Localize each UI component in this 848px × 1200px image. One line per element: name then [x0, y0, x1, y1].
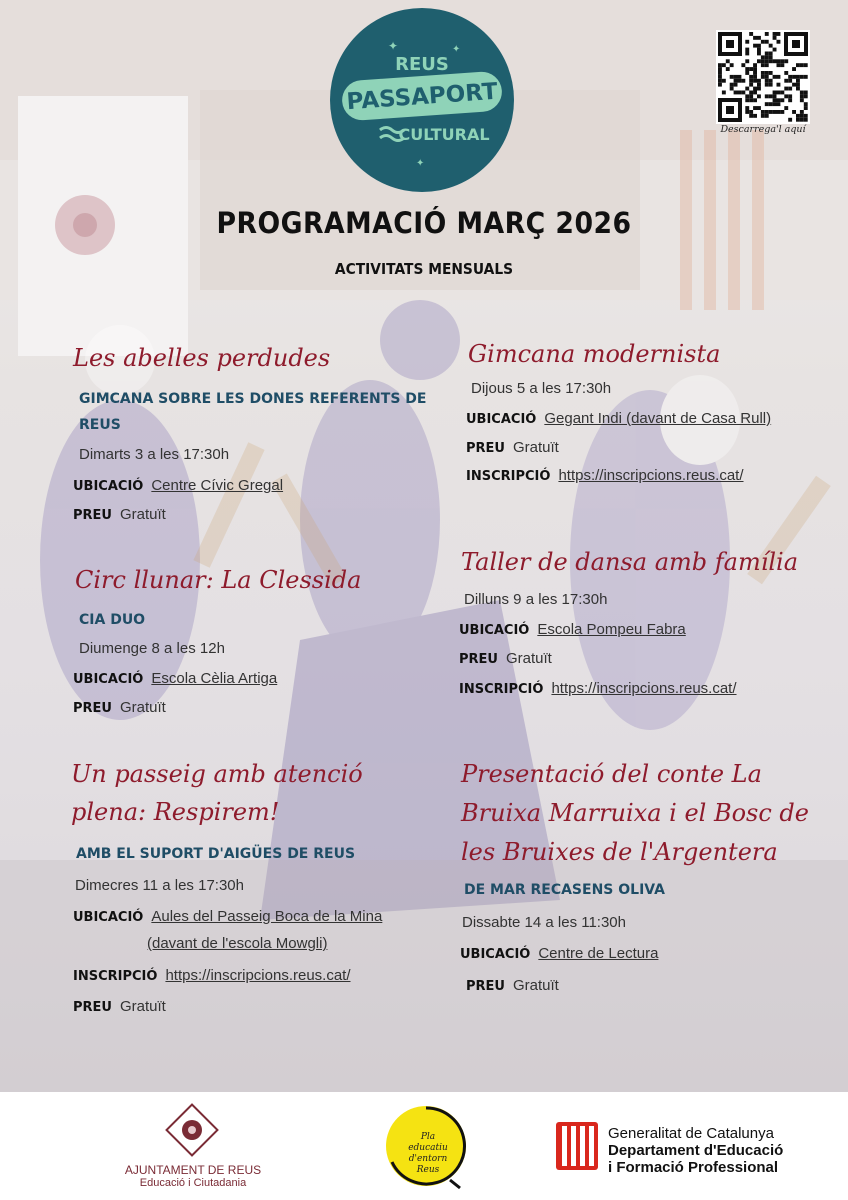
pla-line4: Reus — [416, 1165, 440, 1175]
event-4-location[interactable]: Escola Pompeu Fabra — [537, 621, 686, 638]
event-4-price: Gratuït — [505, 650, 552, 667]
logo-line3: CULTURAL — [398, 125, 490, 144]
event-1-location[interactable]: Centre Cívic Gregal — [151, 477, 284, 494]
event-6-location[interactable]: Centre de Lectura — [538, 945, 659, 962]
ajuntament-name: AJUNTAMENT DE REUS — [124, 1163, 262, 1177]
generalitat-department-line1: Departament d'Educació — [608, 1142, 784, 1159]
ajuntament-rose-icon — [164, 1102, 220, 1158]
event-1-date: Dimarts 3 a les 17:30h — [79, 446, 230, 463]
event-5-location-line2[interactable]: (davant de l'escola Mowgli) — [147, 935, 328, 952]
svg-text:✦: ✦ — [452, 44, 461, 55]
event-5-location-row2 — [147, 934, 327, 952]
event-5-price-row — [73, 997, 166, 1015]
event-5-registration-link[interactable]: https://inscripcions.reus.cat/ — [165, 967, 351, 984]
qr-caption: Descarrega'l aquí — [720, 124, 806, 135]
location-label: UBICACIÓ — [73, 479, 144, 494]
event-1-price-row — [73, 505, 166, 523]
location-label: UBICACIÓ — [73, 672, 144, 687]
event-5-title-line1: Un passeig amb atenció — [71, 760, 363, 788]
event-1-location-row — [73, 476, 283, 494]
passaport-cultural-logo — [328, 6, 516, 194]
event-6-title-line2: Bruixa Marruixa i el Bosc de — [461, 799, 809, 827]
event-4-location-row — [459, 620, 686, 638]
event-2-date: Dijous 5 a les 17:30h — [471, 380, 612, 397]
price-label: PREU — [73, 508, 112, 523]
event-3-date: Diumenge 8 a les 12h — [79, 640, 225, 657]
event-3-title: Circ llunar: La Clessida — [75, 566, 362, 594]
event-4-title: Taller de dansa amb família — [461, 548, 799, 576]
event-6-price: Gratuït — [512, 977, 559, 994]
logo-line1: REUS — [395, 54, 449, 75]
event-5-price: Gratuït — [119, 998, 166, 1015]
event-3-location-row — [73, 669, 277, 687]
event-2-price-row — [466, 438, 559, 456]
generalitat-flag-icon — [556, 1122, 598, 1170]
event-2-location[interactable]: Gegant Indi (davant de Casa Rull) — [544, 410, 772, 427]
registration-label: INSCRIPCIÓ — [459, 682, 544, 697]
price-label: PREU — [73, 701, 112, 716]
event-3-location[interactable]: Escola Cèlia Artiga — [151, 670, 278, 687]
generalitat-department-line2: i Formació Professional — [608, 1159, 779, 1176]
qr-code[interactable] — [716, 30, 810, 124]
event-2-registration-link[interactable]: https://inscripcions.reus.cat/ — [558, 467, 744, 484]
event-2-price: Gratuït — [512, 439, 559, 456]
location-label: UBICACIÓ — [73, 910, 144, 925]
logo-line2: PASSAPORT — [345, 78, 499, 116]
event-3-price: Gratuït — [119, 699, 166, 716]
svg-text:✦: ✦ — [416, 158, 425, 169]
event-1-organizer-line2: REUS — [79, 417, 121, 433]
registration-label: INSCRIPCIÓ — [73, 969, 158, 984]
page-title: PROGRAMACIÓ MARÇ 2026 — [216, 206, 632, 240]
event-4-date: Dilluns 9 a les 17:30h — [464, 591, 608, 608]
event-2-title: Gimcana modernista — [468, 340, 721, 368]
registration-label: INSCRIPCIÓ — [466, 469, 551, 484]
event-4-registration-row — [459, 679, 737, 697]
price-label: PREU — [459, 652, 498, 667]
event-5-location-line1[interactable]: Aules del Passeig Boca de la Mina — [151, 908, 383, 925]
event-5-date: Dimecres 11 a les 17:30h — [75, 877, 244, 894]
location-label: UBICACIÓ — [459, 623, 530, 638]
page-subtitle: ACTIVITATS MENSUALS — [334, 260, 514, 278]
ajuntament-department: Educació i Ciutadania — [139, 1177, 247, 1189]
event-6-title-line1: Presentació del conte La — [461, 760, 762, 788]
price-label: PREU — [466, 979, 505, 994]
event-3-organizer: CIA DUO — [79, 612, 146, 628]
event-3-price-row — [73, 698, 166, 716]
event-6-organizer: DE MAR RECASENS OLIVA — [464, 882, 666, 898]
event-1-price: Gratuït — [119, 506, 166, 523]
event-6-price-row — [466, 976, 559, 994]
location-label: UBICACIÓ — [460, 947, 531, 962]
pla-line3: d'entorn — [408, 1154, 448, 1164]
pla-line1: Pla — [420, 1132, 436, 1142]
event-2-location-row — [466, 409, 771, 427]
event-6-date: Dissabte 14 a les 11:30h — [462, 914, 626, 931]
price-label: PREU — [73, 1000, 112, 1015]
event-2-registration-row — [466, 466, 744, 484]
event-1-organizer-line1: GIMCANA SOBRE LES DONES REFERENTS DE — [79, 391, 427, 407]
pla-educatiu-text — [394, 1132, 462, 1176]
event-6-location-row — [460, 944, 658, 962]
event-5-registration-row — [73, 966, 351, 984]
generalitat-name: Generalitat de Catalunya — [608, 1125, 774, 1142]
pla-line2: educatiu — [408, 1143, 448, 1153]
event-6-title-line3: les Bruixes de l'Argentera — [461, 838, 778, 866]
event-5-title-line2: plena: Respirem! — [71, 798, 280, 826]
price-label: PREU — [466, 441, 505, 456]
event-1-title: Les abelles perdudes — [73, 344, 331, 372]
event-5-location-row — [73, 907, 382, 925]
location-label: UBICACIÓ — [466, 412, 537, 427]
event-4-registration-link[interactable]: https://inscripcions.reus.cat/ — [551, 680, 737, 697]
event-4-price-row — [459, 649, 552, 667]
svg-text:✦: ✦ — [388, 39, 399, 53]
event-5-organizer: AMB EL SUPORT D'AIGÜES DE REUS — [76, 846, 356, 862]
